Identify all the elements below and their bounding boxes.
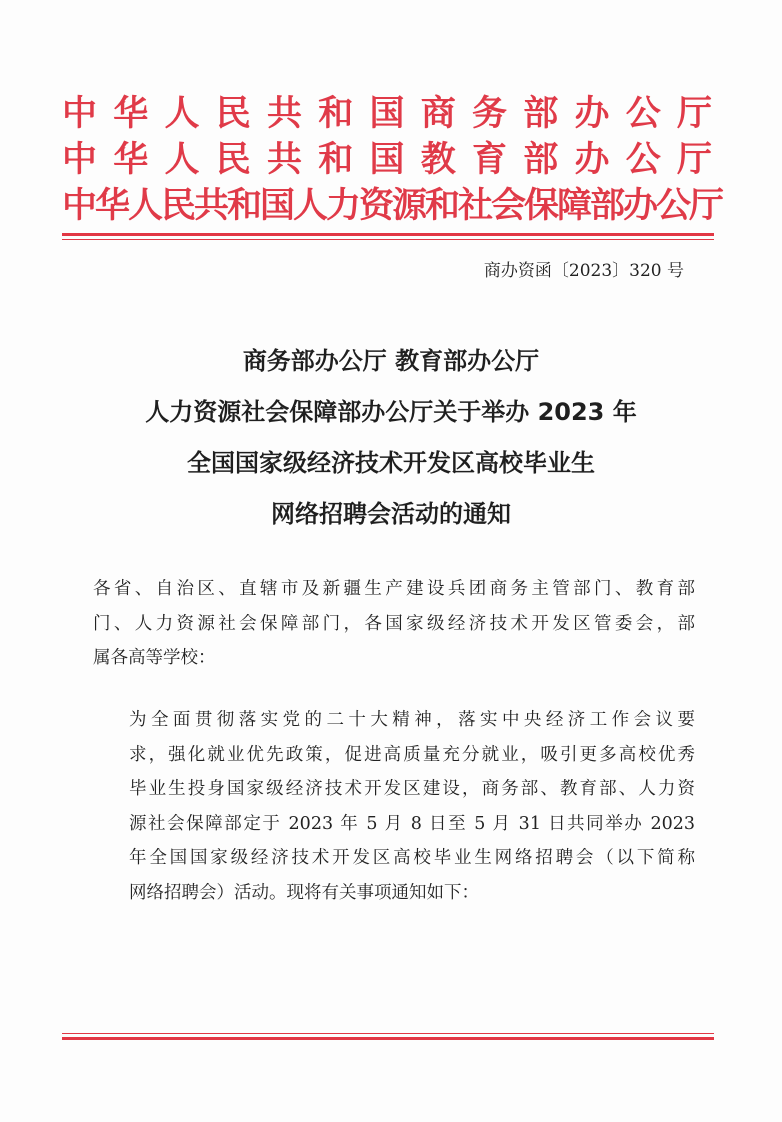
paragraph-line: 求，强化就业优先政策，促进高质量充分就业，吸引更多高校优秀 (129, 744, 695, 765)
body-paragraph (93, 703, 695, 910)
title-line: 全国国家级经济技术开发区高校毕业生 (187, 449, 595, 477)
header-red-rule-thick (62, 233, 714, 236)
paragraph-line: 毕业生投身国家级经济技术开发区建设，商务部、教育部、人力资 (129, 779, 695, 799)
paragraph-line: 年全国国家级经济技术开发区高校毕业生网络招聘会（以下简称 (129, 848, 695, 868)
title-line: 商务部办公厅 教育部办公厅 (242, 347, 540, 375)
paragraph-line: 源社会保障部定于 2023 年 5 月 8 日至 5 月 31 日共同举办 2023 (129, 813, 695, 834)
title-line: 人力资源社会保障部办公厅关于举办 2023 年 (145, 398, 637, 426)
paragraph-line: 网络招聘会）活动。现将有关事项通知如下： (129, 882, 479, 903)
paragraph-line: 为全面贯彻落实党的二十大精神，落实中央经济工作会议要 (129, 710, 695, 730)
issuer-hrss-office: 中华人民共和国人力资源和社会保障部办公厅 (62, 185, 723, 226)
salutation-line: 属各高等学校： (93, 648, 216, 668)
footer-red-rule-thick (62, 1037, 714, 1040)
salutation (93, 572, 695, 676)
salutation-line: 门、人力资源社会保障部门，各国家级经济技术开发区管委会，部 (93, 613, 695, 634)
title-line: 网络招聘会活动的通知 (271, 500, 511, 528)
document-number: 商办资函〔2023〕320 号 (483, 261, 684, 281)
issuer-education-office: 中华人民共和国教育部办公厅 (62, 139, 712, 180)
salutation-line: 各省、自治区、直辖市及新疆生产建设兵团商务主管部门、教育部 (93, 579, 695, 599)
issuer-commerce-office: 中华人民共和国商务部办公厅 (62, 93, 712, 134)
document-title (60, 336, 722, 540)
footer-red-rule-thin (62, 1033, 714, 1034)
header-red-rule-thin (62, 239, 714, 240)
